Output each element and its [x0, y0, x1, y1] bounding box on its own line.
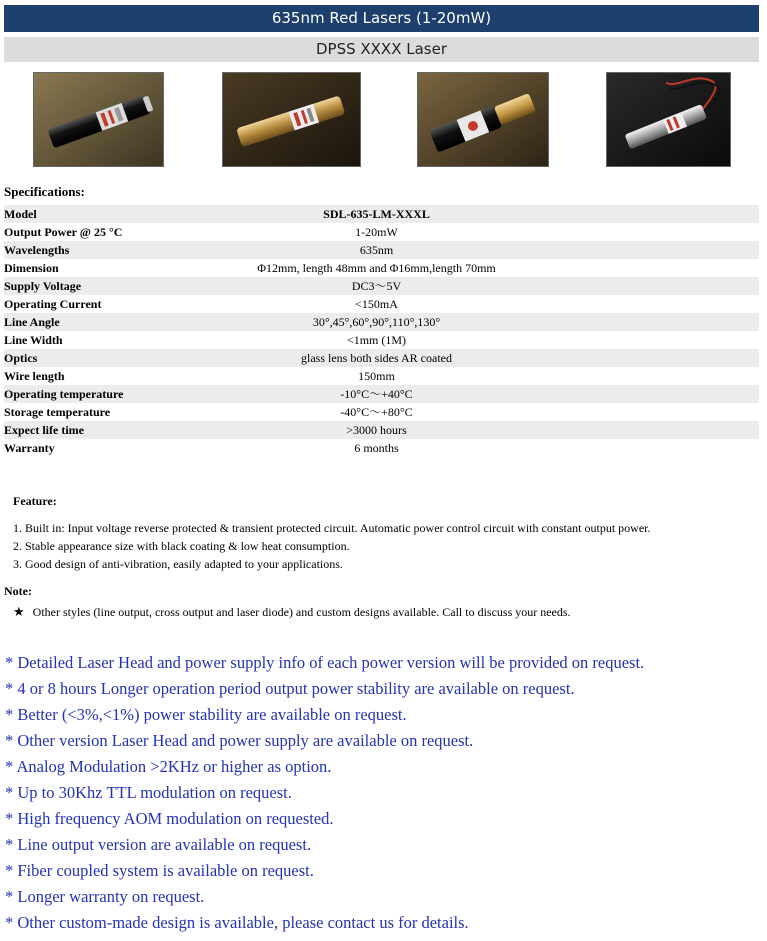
spec-value: DC3～5V [224, 277, 759, 295]
list-item: * Analog Modulation >2KHz or higher as option. [5, 757, 332, 776]
table-row [4, 259, 759, 277]
list-item: * Other custom-made design is available, please contact us for details. [5, 913, 469, 932]
spec-value: <1mm (1M) [346, 333, 407, 347]
spec-value: 1-20mW [355, 225, 398, 239]
list-item: * Fiber coupled system is available on request. [5, 861, 314, 880]
table-row [4, 349, 759, 367]
laser-module-photo-black-body [33, 72, 164, 167]
spec-label: Operating Current [4, 297, 102, 311]
spec-label: Dimension [4, 261, 59, 275]
list-item: * Better (<3%,<1%) power stability are available on request. [5, 705, 407, 724]
list-item: * Detailed Laser Head and power supply info of each power version will be provided on request. [5, 653, 645, 672]
table-row [4, 403, 759, 421]
page-title: 635nm Red Lasers (1-20mW) [4, 5, 759, 32]
table-row [4, 331, 759, 349]
spec-label: Wavelengths [4, 241, 224, 259]
specifications-table [4, 205, 759, 457]
spec-value: glass lens both sides AR coated [224, 349, 759, 367]
spec-label: Wire length [4, 369, 65, 383]
feature-list [13, 519, 651, 573]
list-item: 2. Stable appearance size with black coating & low heat consumption. [13, 539, 350, 553]
note-heading: Note: [4, 584, 32, 598]
spec-label: Expect life time [4, 421, 224, 439]
request-options-list [5, 650, 644, 936]
table-row [4, 367, 759, 385]
table-row [4, 277, 759, 295]
spec-value: >3000 hours [224, 421, 759, 439]
list-item: * 4 or 8 hours Longer operation period output power stability are available on request. [5, 679, 575, 698]
table-row [4, 439, 759, 457]
table-row [4, 205, 759, 223]
feature-heading: Feature: [13, 494, 57, 508]
table-row [4, 385, 759, 403]
laser-module-photo-brass-body [222, 72, 361, 167]
list-item: 3. Good design of anti-vibration, easily adapted to your applications. [13, 557, 343, 571]
product-subtitle: DPSS XXXX Laser [4, 37, 759, 62]
spec-value: <150mA [355, 297, 398, 311]
spec-label: Optics [4, 349, 224, 367]
spec-value: 6 months [354, 441, 399, 455]
laser-module-photo-black-brass-body [417, 72, 549, 167]
list-item: 1. Built in: Input voltage reverse protected & transient protected circuit. Automatic power control circuit with constant output power. [13, 521, 651, 535]
spec-label: Storage temperature [4, 405, 111, 419]
spec-value: SDL-635-LM-XXXL [224, 205, 759, 223]
list-item: * Longer warranty on request. [5, 887, 205, 906]
list-item: * Line output version are available on request. [5, 835, 312, 854]
note-text [13, 603, 571, 621]
spec-label: Line Angle [4, 313, 224, 331]
spec-label: Output Power @ 25 °C [4, 225, 123, 239]
spec-label: Supply Voltage [4, 277, 224, 295]
list-item: * High frequency AOM modulation on requested. [5, 809, 334, 828]
spec-value: -40°C～+80°C [340, 405, 413, 419]
star-icon: ★ [13, 604, 25, 619]
spec-value: 635nm [224, 241, 759, 259]
spec-label: Model [4, 205, 224, 223]
spec-value: 30°,45°,60°,90°,110°,130° [224, 313, 759, 331]
list-item: * Other version Laser Head and power supply are available on request. [5, 731, 474, 750]
table-row [4, 223, 759, 241]
spec-label: Line Width [4, 333, 63, 347]
spec-value: Φ12mm, length 48mm and Φ16mm,length 70mm [257, 261, 496, 275]
note-body: Other styles (line output, cross output and laser diode) and custom designs available. Call to discuss your needs. [32, 605, 571, 619]
list-item: * Up to 30Khz TTL modulation on request. [5, 783, 292, 802]
table-row [4, 241, 759, 259]
table-row [4, 313, 759, 331]
table-row [4, 421, 759, 439]
table-row [4, 295, 759, 313]
spec-value: -10°C～+40°C [224, 385, 759, 403]
spec-value: 150mm [358, 369, 395, 383]
spec-label: Warranty [4, 441, 55, 455]
spec-label: Operating temperature [4, 385, 224, 403]
specifications-heading: Specifications: [4, 184, 85, 199]
laser-module-photo-silver-body-with-wires [606, 72, 731, 167]
